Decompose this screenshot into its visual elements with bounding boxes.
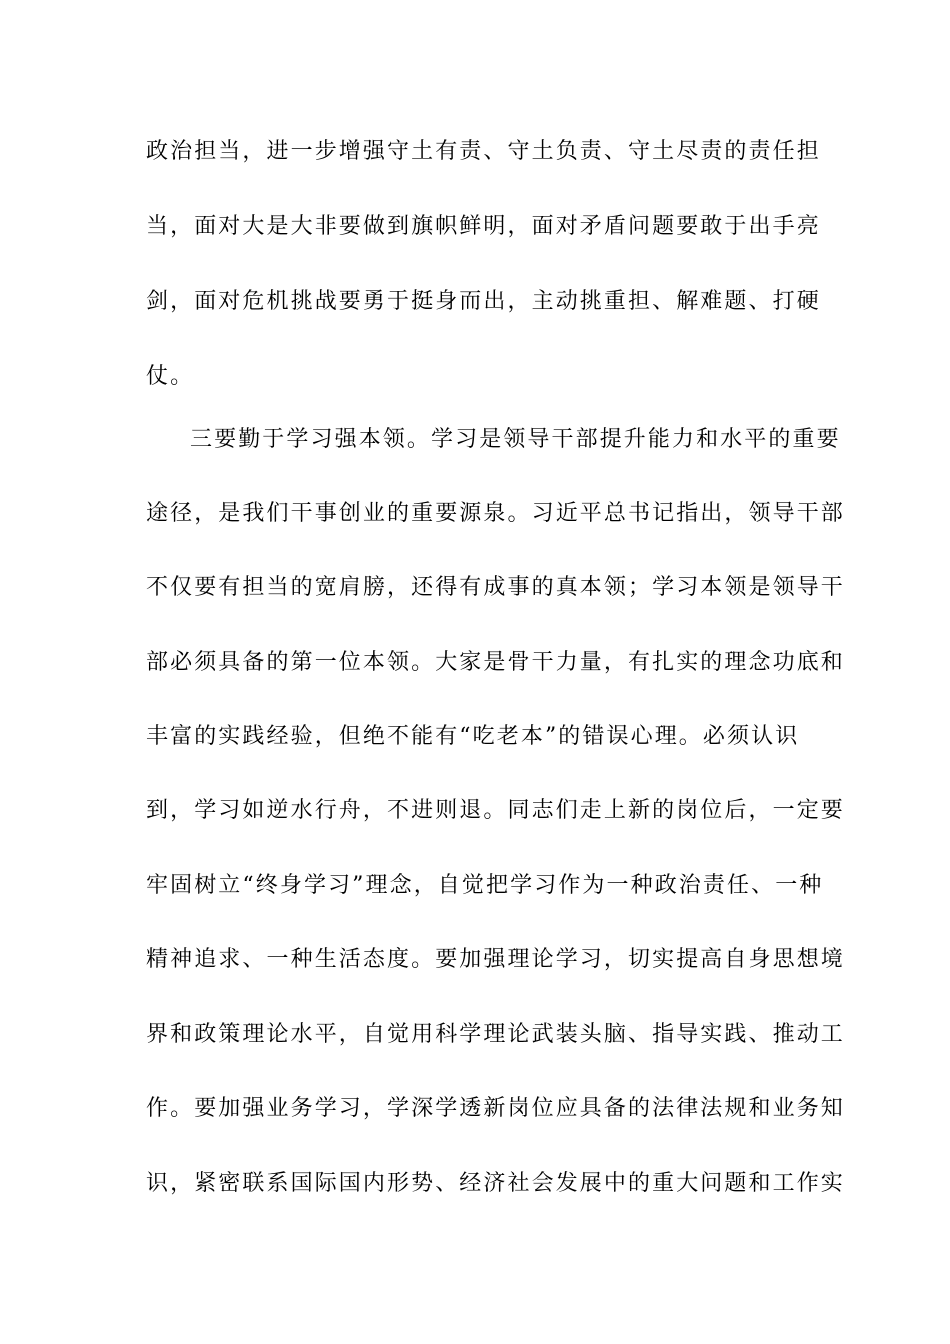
text-line: 到，学习如逆水行舟，不进则退。同志们走上新的岗位后，一定要 [146, 798, 845, 823]
text-line: 剑，面对危机挑战要勇于挺身而出，主动挑重担、解难题、打硬 [146, 289, 821, 314]
text-line: 牢固树立“终身学习”理念，自觉把学习作为一种政治责任、一种 [146, 873, 824, 898]
text-line: 界和政策理论水平，自觉用科学理论武装头脑、指导实践、推动工 [146, 1022, 845, 1047]
text-line: 仗。 [146, 364, 195, 389]
text-line: 作。要加强业务学习，学深学透新岗位应具备的法律法规和业务知 [146, 1096, 845, 1121]
text-line: 精神追求、一种生活态度。要加强理论学习，切实提高自身思想境 [146, 947, 845, 972]
text-line: 政治担当，进一步增强守土有责、守土负责、守土尽责的责任担 [146, 139, 821, 164]
text-line: 识，紧密联系国际国内形势、经济社会发展中的重大问题和工作实 [146, 1171, 845, 1196]
text-line: 当，面对大是大非要做到旗帜鲜明，面对矛盾问题要敢于出手亮 [146, 214, 821, 239]
text-line: 不仅要有担当的宽肩膀，还得有成事的真本领；学习本领是领导干 [146, 575, 845, 600]
text-line: 丰富的实践经验，但绝不能有“吃老本”的错误心理。必须认识 [146, 724, 800, 749]
text-line: 部必须具备的第一位本领。大家是骨干力量，有扎实的理念功底和 [146, 650, 845, 675]
paragraph-first-line: 三要勤于学习强本领。学习是领导干部提升能力和水平的重要 [190, 427, 841, 452]
text-line: 途径，是我们干事创业的重要源泉。习近平总书记指出，领导干部 [146, 501, 845, 526]
